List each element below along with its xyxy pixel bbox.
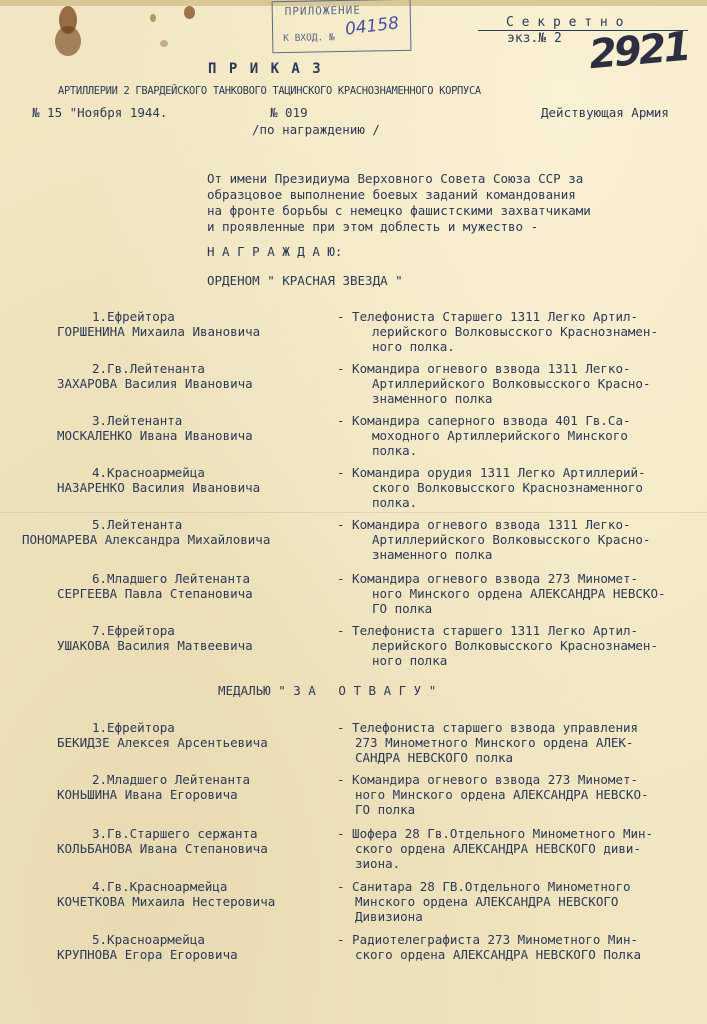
entry-name: КОЛЬБАНОВА Ивана Степановича [57,841,268,856]
entry-name: БЕКИДЗЕ Алексея Арсентьевича [57,735,268,750]
ink-stain [55,26,81,56]
entry-name: КРУПНОВА Егора Егоровича [57,947,238,962]
entry-position-line: ского Волковысского Краснознаменного [372,480,643,495]
entry-position-line: ского ордена АЛЕКСАНДРА НЕВСКОГО Полка [355,947,641,962]
entry-rank: 1.Ефрейтора [92,309,175,324]
entry-position-line: ного Минского ордена АЛЕКСАНДРА НЕВСКО- [372,586,666,601]
order-title: П Р И К А З [208,61,323,77]
entry-name: ЗАХАРОВА Василия Ивановича [57,376,253,391]
entry-position-line: САНДРА НЕВСКОГО полка [355,750,514,765]
entry-name: УШАКОВА Василия Матвеевича [57,638,253,653]
ink-stain [184,6,195,19]
entry-position-line: знаменного полка [372,391,493,406]
entry-position-line: знаменного полка [372,547,493,562]
entry-position-line: - Командира орудия 1311 Легко Артиллерий- [337,465,646,480]
entry-position-line: - Радиотелеграфиста 273 Минометного Мин- [337,932,639,947]
entry-rank: 3.Лейтенанта [92,413,183,428]
entry-name: КОНЬШИНА Ивана Егоровича [57,787,238,802]
entry-position-line: моходного Артиллерийского Минского [372,428,628,443]
entry-position-line: - Телефониста Старшего 1311 Легко Артил- [337,309,639,324]
stamp-title: ПРИЛОЖЕНИЕ [284,3,362,18]
entry-position-line: ГО полка [355,802,416,817]
entry-position-line: лерийского Волковысского Краснознамен- [372,638,658,653]
entry-rank: 4.Красноармейца [92,465,205,480]
entry-position-line: ного полка. [372,339,455,354]
entry-rank: 5.Лейтенанта [92,517,183,532]
entry-rank: 5.Красноармейца [92,932,205,947]
entry-position-line: Минского ордена АЛЕКСАНДРА НЕВСКОГО [355,894,619,909]
section-title-medal: МЕДАЛЬЮ " З А О Т В А Г У " [218,683,437,698]
entry-name: ПОНОМАРЕВА Александра Михайловича [22,532,271,547]
organization: АРТИЛЛЕРИИ 2 ГВАРДЕЙСКОГО ТАНКОВОГО ТАЦИНСКОГО КРАСНОЗНАМЕННОГО КОРПУСА [58,85,481,97]
entry-name: МОСКАЛЕНКО Ивана Ивановича [57,428,253,443]
order-subject: /по награждению / [252,122,380,137]
entry-position-line: зиона. [355,856,401,871]
preamble-line-3: на фронте борьбы с немецко фашистскими захватчиками [207,203,591,218]
paper-fold [0,512,707,513]
entry-position-line: Дивизиона [355,909,423,924]
stamp-incoming-label: К ВХОД. № [283,32,335,45]
entry-position-line: полка. [372,495,418,510]
entry-position-line: - Шофера 28 Гв.Отдельного Минометного Мин- [337,826,654,841]
entry-position-line: - Телефониста старшего взвода управления [337,720,639,735]
entry-position-line: - Командира огневого взвода 273 Миномет- [337,571,639,586]
entry-name: КОЧЕТКОВА Михаила Нестеровича [57,894,276,909]
ink-stain [150,14,156,22]
preamble-line-1: От имени Президиума Верховного Совета Союза ССР за [207,171,584,186]
entry-position-line: - Телефониста старшего 1311 Легко Артил- [337,623,639,638]
order-date: № 15 "Ноября 1944. [32,105,168,120]
entry-rank: 6.Младшего Лейтенанта [92,571,251,586]
entry-rank: 4.Гв.Красноармейца [92,879,228,894]
entry-rank: 1.Ефрейтора [92,720,175,735]
stamp-number: 04158 [343,13,401,40]
entry-position-line: Артиллерийского Волковысского Красно- [372,376,651,391]
army-label: Действующая Армия [541,105,669,120]
entry-name: СЕРГЕЕВА Павла Степановича [57,586,253,601]
handwritten-number: 2921 [587,23,691,79]
entry-name: НАЗАРЕНКО Василия Ивановича [57,480,261,495]
section-title-order: ОРДЕНОМ " КРАСНАЯ ЗВЕЗДА " [207,273,403,288]
preamble-line-2: образцовое выполнение боевых заданий командования [207,187,576,202]
entry-rank: 2.Гв.Лейтенанта [92,361,205,376]
entry-rank: 3.Гв.Старшего сержанта [92,826,258,841]
copy-number: экз.№ 2 [507,31,562,46]
entry-position-line: - Командира огневого взвода 1311 Легко- [337,517,631,532]
order-number: № 019 [270,105,308,120]
entry-position-line: - Командира огневого взвода 1311 Легко- [337,361,631,376]
ink-stain [160,40,168,47]
entry-position-line: - Командира огневого взвода 273 Миномет- [337,772,639,787]
entry-position-line: 273 Минометного Минского ордена АЛЕК- [355,735,634,750]
entry-position-line: Артиллерийского Волковысского Красно- [372,532,651,547]
incoming-stamp [272,0,412,53]
entry-position-line: ГО полка [372,601,433,616]
entry-position-line: ного полка [372,653,448,668]
entry-position-line: - Санитара 28 ГВ.Отдельного Минометного [337,879,631,894]
entry-rank: 7.Ефрейтора [92,623,175,638]
entry-position-line: ского ордена АЛЕКСАНДРА НЕВСКОГО диви- [355,841,641,856]
entry-rank: 2.Младшего Лейтенанта [92,772,251,787]
preamble-line-4: и проявленные при этом доблесть и мужество - [207,219,539,234]
award-word: Н А Г Р А Ж Д А Ю: [207,244,343,259]
entry-position-line: полка. [372,443,418,458]
entry-position-line: - Командира саперного взвода 401 Гв.Са- [337,413,631,428]
entry-position-line: ного Минского ордена АЛЕКСАНДРА НЕВСКО- [355,787,649,802]
secret-label: С е к р е т н о [506,15,624,30]
entry-position-line: лерийского Волковысского Краснознамен- [372,324,658,339]
entry-name: ГОРШЕНИНА Михаила Ивановича [57,324,261,339]
